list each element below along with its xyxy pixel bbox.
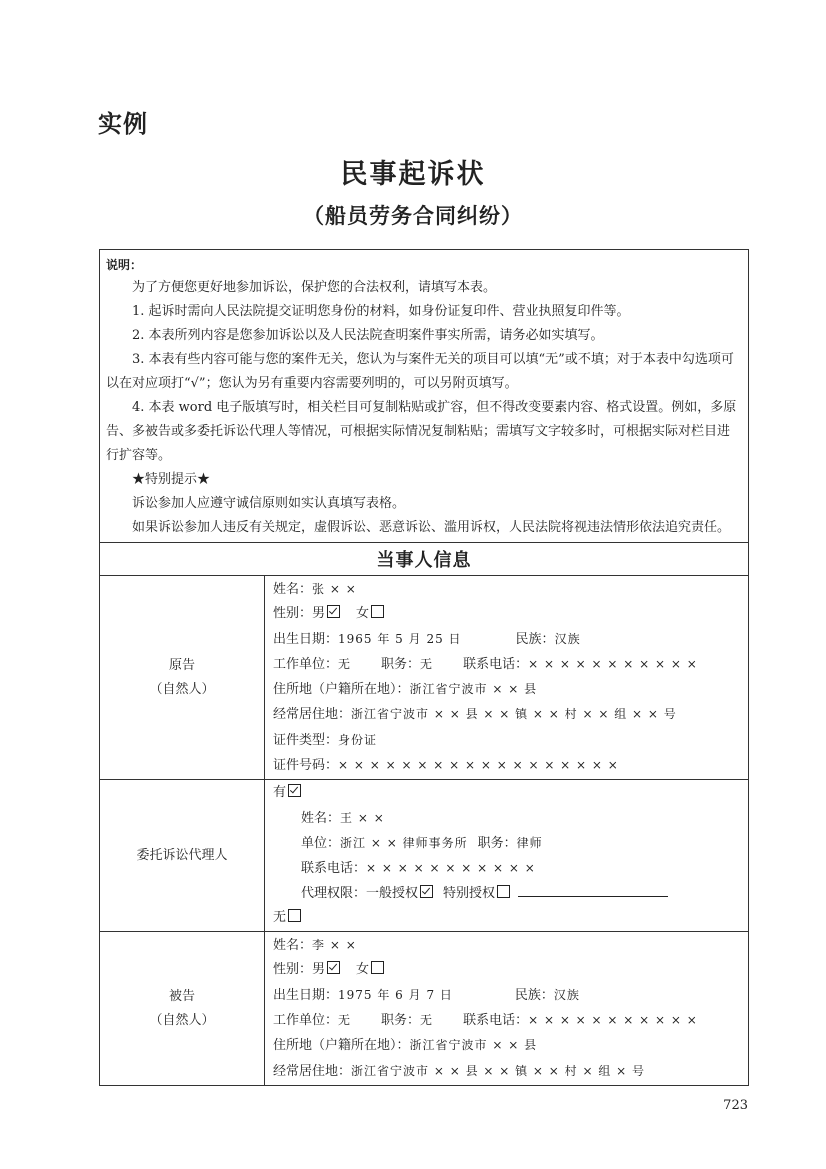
field-label: 职务： [381, 656, 421, 672]
complaint-form-table [99, 249, 749, 1086]
plaintiff-name-line [273, 577, 740, 602]
page-number: 723 [723, 1098, 748, 1113]
defendant-domicile-line [273, 1033, 740, 1058]
special-notice-heading: ★特别提示★ [132, 472, 211, 487]
agent-unit-line [273, 831, 740, 856]
defendant-birth-line [273, 983, 740, 1008]
plaintiff-ethnicity: 汉族 [554, 631, 581, 646]
field-label: 职务： [381, 1013, 421, 1029]
defendant-residence-line [273, 1059, 740, 1084]
field-label: 代理权限： [301, 885, 367, 901]
defendant-position: 无 [420, 1013, 434, 1028]
agent-row [100, 780, 749, 932]
defendant-work-line [273, 1008, 740, 1033]
defendant-phone: × × × × × × × × × × × [528, 1013, 698, 1028]
notes-paragraph: 为了方便您更好地参加诉讼，保护您的合法权利，请填写本表。 [132, 280, 497, 295]
defendant-gender-line [273, 958, 740, 982]
agent-has-line [273, 781, 740, 805]
field-label: 证件号码： [273, 758, 339, 774]
general-authority-checkbox[interactable] [420, 885, 433, 898]
notes-paragraph: 诉讼参加人应遵守诚信原则如实认真填写表格。 [132, 496, 406, 511]
field-label: 职务： [477, 835, 517, 851]
field-label: 联系电话： [463, 1013, 529, 1029]
agent-none-line [273, 906, 740, 930]
agent-name: 王 × × [340, 810, 385, 825]
defendant-name-line [273, 933, 740, 958]
plaintiff-type-label: （自然人） [149, 681, 215, 697]
female-checkbox[interactable] [371, 961, 384, 974]
agent-label-cell [100, 780, 265, 932]
notes-row [100, 250, 749, 543]
field-label: 工作单位： [273, 1013, 339, 1029]
field-label: 出生日期： [273, 631, 339, 647]
plaintiff-residence: 浙江省宁波市 × × 县 × × 镇 × × 村 × × 组 × × 号 [351, 707, 677, 722]
male-checkbox[interactable] [327, 961, 340, 974]
notes-paragraph: 1. 起诉时需向人民法院提交证明您身份的材料，如身份证复印件、营业执照复印件等。 [132, 304, 630, 319]
plaintiff-label-cell [100, 576, 265, 780]
plaintiff-info-cell [265, 576, 749, 780]
defendant-domicile: 浙江省宁波市 × × 县 [409, 1038, 538, 1053]
plaintiff-label: 原告 [168, 657, 195, 673]
plaintiff-domicile: 浙江省宁波市 × × 县 [409, 682, 538, 697]
plaintiff-phone: × × × × × × × × × × × [528, 656, 698, 671]
plaintiff-domicile-line [273, 677, 740, 702]
defendant-label-cell [100, 932, 265, 1086]
agent-info-cell [265, 780, 749, 932]
general-authority-label: 一般授权 [366, 885, 419, 901]
special-authority-label: 特别授权 [443, 885, 496, 901]
plaintiff-birth-date: 1965 年 5 月 25 日 [338, 631, 462, 646]
notes-paragraph: 4. 本表 word 电子版填写时，相关栏目可复制粘贴或扩容，但不得改变要素内容、格式设置。例如，多原告、多被告或多委托诉讼代理人等情况，可根据实际情况复制粘贴；需填写文字较多时，可根据实际对栏目进行扩容等。 [106, 400, 737, 463]
document-subtitle: （船员劳务合同纠纷） [303, 204, 523, 228]
field-label: 姓名： [273, 582, 313, 597]
female-option-label: 女 [356, 962, 370, 978]
field-label: 单位： [301, 835, 341, 851]
field-label: 性别： [273, 606, 313, 622]
agent-position: 律师 [516, 835, 543, 850]
plaintiff-gender-line [273, 602, 740, 626]
defendant-row [100, 932, 749, 1086]
agent-name-line [273, 806, 740, 831]
defendant-residence: 浙江省宁波市 × × 县 × × 镇 × × 村 × 组 × 号 [351, 1063, 646, 1078]
defendant-type-label: （自然人） [149, 1012, 215, 1028]
female-checkbox[interactable] [371, 605, 384, 618]
plaintiff-position: 无 [420, 656, 434, 671]
field-label: 姓名： [301, 810, 341, 826]
field-label: 联系电话： [301, 861, 367, 877]
special-authority-blank-line[interactable] [518, 882, 668, 897]
male-option-label: 男 [312, 606, 326, 622]
none-option-label: 无 [273, 909, 287, 925]
plaintiff-id-type-line [273, 728, 740, 753]
agent-phone: × × × × × × × × × × × [366, 861, 536, 876]
field-label: 民族： [514, 987, 554, 1003]
plaintiff-work-line [273, 652, 740, 677]
document-title: 民事起诉状 [340, 159, 486, 190]
field-label: 民族： [515, 631, 555, 647]
field-label: 住所地（户籍所在地）： [273, 682, 410, 698]
field-label: 证件类型： [273, 732, 339, 748]
female-option-label: 女 [356, 606, 370, 622]
agent-label: 委托诉讼代理人 [136, 847, 228, 863]
defendant-birth-date: 1975 年 6 月 7 日 [338, 987, 453, 1002]
agent-authority-line [273, 882, 740, 906]
party-section-title: 当事人信息 [100, 543, 749, 576]
plaintiff-residence-line [273, 702, 740, 727]
field-label: 经常居住地： [273, 707, 352, 723]
field-label: 出生日期： [273, 987, 339, 1003]
field-label: 经常居住地： [273, 1063, 352, 1079]
agent-unit: 浙江 × × 律师事务所 [340, 835, 468, 850]
defendant-ethnicity: 汉族 [553, 987, 580, 1002]
special-authority-checkbox[interactable] [497, 885, 510, 898]
plaintiff-birth-line [273, 627, 740, 652]
has-agent-checkbox[interactable] [288, 784, 301, 797]
field-label: 工作单位： [273, 656, 339, 672]
has-option-label: 有 [273, 785, 287, 801]
defendant-label: 被告 [168, 988, 195, 1004]
plaintiff-id-number-line [273, 753, 740, 778]
notes-paragraph: 3. 本表有些内容可能与您的案件无关，您认为与案件无关的项目可以填“无”或不填；对于本表中勾选项可以在对应项打“√”；您认为另有重要内容需要列明的，可以另附页填写。 [106, 352, 734, 391]
plaintiff-id-type: 身份证 [338, 732, 378, 747]
defendant-name: 李 × × [312, 938, 357, 953]
plaintiff-id-number: × × × × × × × × × × × × × × × × × × [338, 758, 619, 773]
agent-phone-line [273, 856, 740, 881]
notes-paragraph: 2. 本表所列内容是您参加诉讼以及人民法院查明案件事实所需，请务必如实填写。 [132, 328, 604, 343]
defendant-info-cell [265, 932, 749, 1086]
field-label: 联系电话： [463, 656, 529, 672]
section-heading: 实例 [98, 110, 148, 138]
party-section-row [100, 543, 749, 576]
field-label: 性别： [273, 962, 313, 978]
field-label: 姓名： [273, 938, 313, 954]
male-option-label: 男 [312, 962, 326, 978]
notes-paragraph: 如果诉讼参加人违反有关规定，虚假诉讼、恶意诉讼、滥用诉权，人民法院将视违法情形依法追究责任。 [132, 520, 731, 535]
no-agent-checkbox[interactable] [288, 909, 301, 922]
notes-label: 说明： [106, 258, 143, 272]
defendant-work-unit: 无 [338, 1013, 352, 1028]
field-label: 住所地（户籍所在地）： [273, 1038, 410, 1054]
plaintiff-name: 张 × × [312, 582, 357, 596]
plaintiff-work-unit: 无 [338, 656, 352, 671]
plaintiff-row [100, 576, 749, 780]
notes-cell [100, 250, 749, 543]
male-checkbox[interactable] [327, 605, 340, 618]
